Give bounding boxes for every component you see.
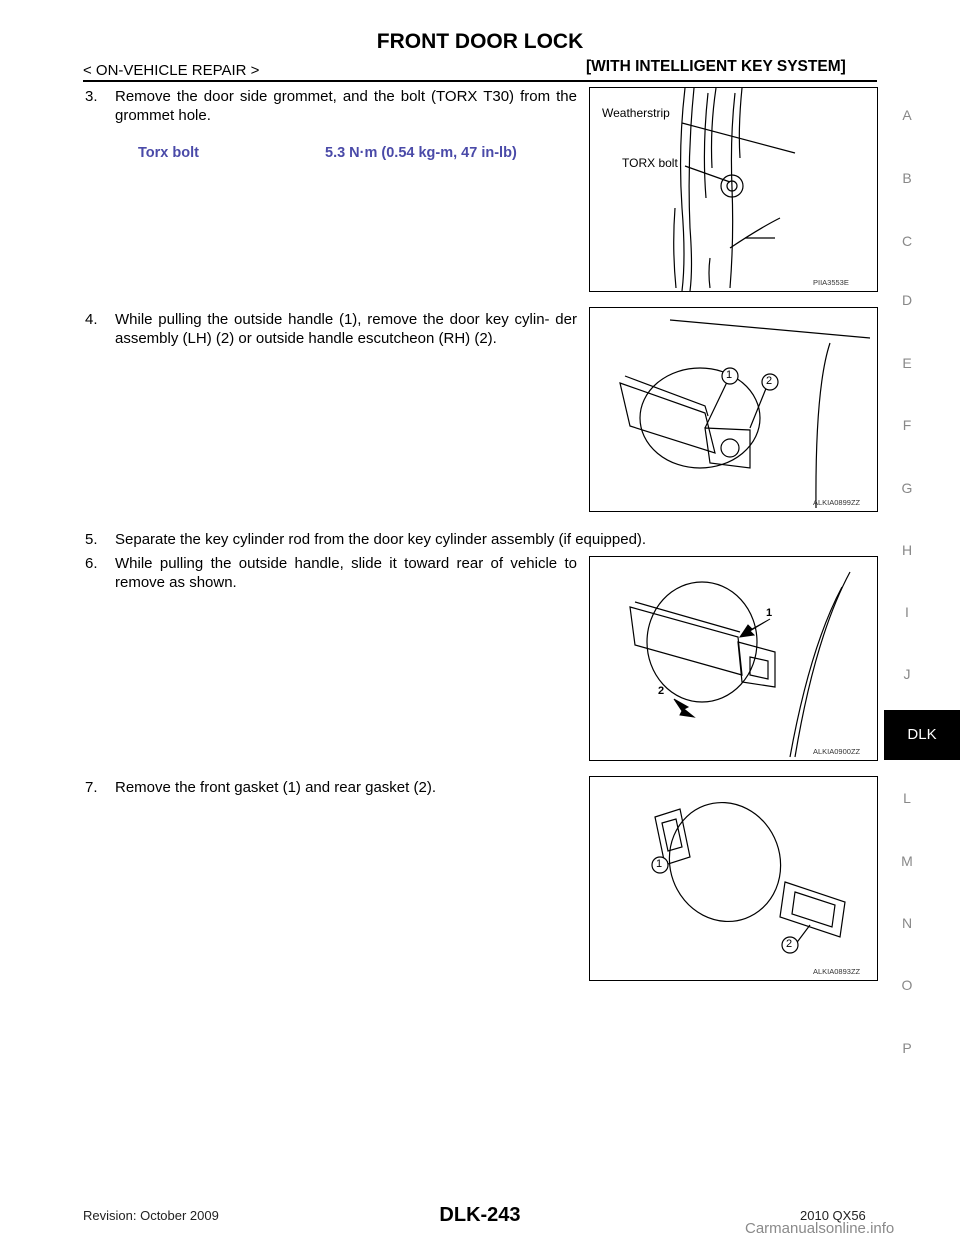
torque-spec-label: Torx bolt <box>138 145 199 161</box>
step-text: Separate the key cylinder rod from the door key cylinder assembly (if equipped). <box>115 531 647 548</box>
step-text: While pulling the outside handle (1), remove the door key cylin- der assembly (LH) (2) or outside handle escutcheon (RH) (2). <box>115 311 577 347</box>
page-number: DLK-243 <box>439 1204 521 1226</box>
step-number: 7. <box>85 779 98 796</box>
callout-2: 2 <box>786 938 793 950</box>
index-tab-m[interactable]: M <box>901 853 913 869</box>
callout-1: 1 <box>726 369 733 381</box>
step-number: 4. <box>85 311 98 328</box>
index-tab-p[interactable]: P <box>902 1040 912 1056</box>
page-title: FRONT DOOR LOCK <box>376 30 584 53</box>
index-tab-a[interactable]: A <box>902 107 912 123</box>
step-5 <box>85 530 875 549</box>
label-torx-bolt: TORX bolt <box>622 156 678 170</box>
index-tab-f[interactable]: F <box>902 417 912 433</box>
figure-code: ALKIA0899ZZ <box>813 498 861 507</box>
watermark: Carmanualsonline.info <box>745 1220 895 1237</box>
step-3 <box>85 87 577 125</box>
step-7 <box>85 778 577 797</box>
figure-gaskets-drawing <box>590 777 877 980</box>
callout-2: 2 <box>658 685 665 697</box>
figure-key-cylinder <box>589 307 878 512</box>
callout-1: 1 <box>656 858 663 870</box>
figure-code: ALKIA0893ZZ <box>813 967 861 976</box>
step-6 <box>85 554 577 592</box>
figure-key-cylinder-drawing <box>590 308 877 511</box>
index-tab-d[interactable]: D <box>901 292 913 308</box>
step-text: Remove the front gasket (1) and rear gasket (2). <box>115 779 436 796</box>
callout-2: 2 <box>766 375 773 387</box>
step-text: Remove the door side grommet, and the bolt (TORX T30) from the grommet hole. <box>115 88 577 124</box>
step-text: While pulling the outside handle, slide it toward rear of vehicle to remove as shown. <box>115 555 577 591</box>
index-tab-n[interactable]: N <box>901 915 913 931</box>
index-tab-dlk-active[interactable]: DLK <box>884 710 960 760</box>
index-tab-g[interactable]: G <box>901 480 913 496</box>
index-tab-b[interactable]: B <box>902 170 912 186</box>
section-breadcrumb: < ON-VEHICLE REPAIR > <box>83 62 260 79</box>
callout-1: 1 <box>766 607 773 619</box>
step-number: 3. <box>85 88 98 105</box>
label-weatherstrip: Weatherstrip <box>602 106 670 120</box>
figure-outside-handle-drawing <box>590 557 877 760</box>
figure-gaskets <box>589 776 878 981</box>
torque-spec-value: 5.3 N·m (0.54 kg-m, 47 in-lb) <box>325 145 517 161</box>
header-rule <box>83 80 877 82</box>
index-tab-j[interactable]: J <box>903 666 911 682</box>
vehicle-model: 2010 QX56 <box>800 1208 866 1223</box>
index-tab-o[interactable]: O <box>901 977 913 993</box>
figure-outside-handle-removal <box>589 556 878 761</box>
revision-date: Revision: October 2009 <box>83 1208 219 1223</box>
index-tab-e[interactable]: E <box>902 355 912 371</box>
figure-torx-bolt <box>589 87 878 292</box>
index-tab-l[interactable]: L <box>903 790 911 806</box>
index-tab-i[interactable]: I <box>905 604 909 620</box>
system-label: [WITH INTELLIGENT KEY SYSTEM] <box>586 58 846 75</box>
step-number: 6. <box>85 555 98 572</box>
figure-code: ALKIA0900ZZ <box>813 747 861 756</box>
figure-code: PIIA3553E <box>813 278 849 287</box>
index-tab-h[interactable]: H <box>901 542 913 558</box>
step-number: 5. <box>85 531 98 548</box>
step-4 <box>85 310 577 348</box>
index-tab-c[interactable]: C <box>901 233 913 249</box>
